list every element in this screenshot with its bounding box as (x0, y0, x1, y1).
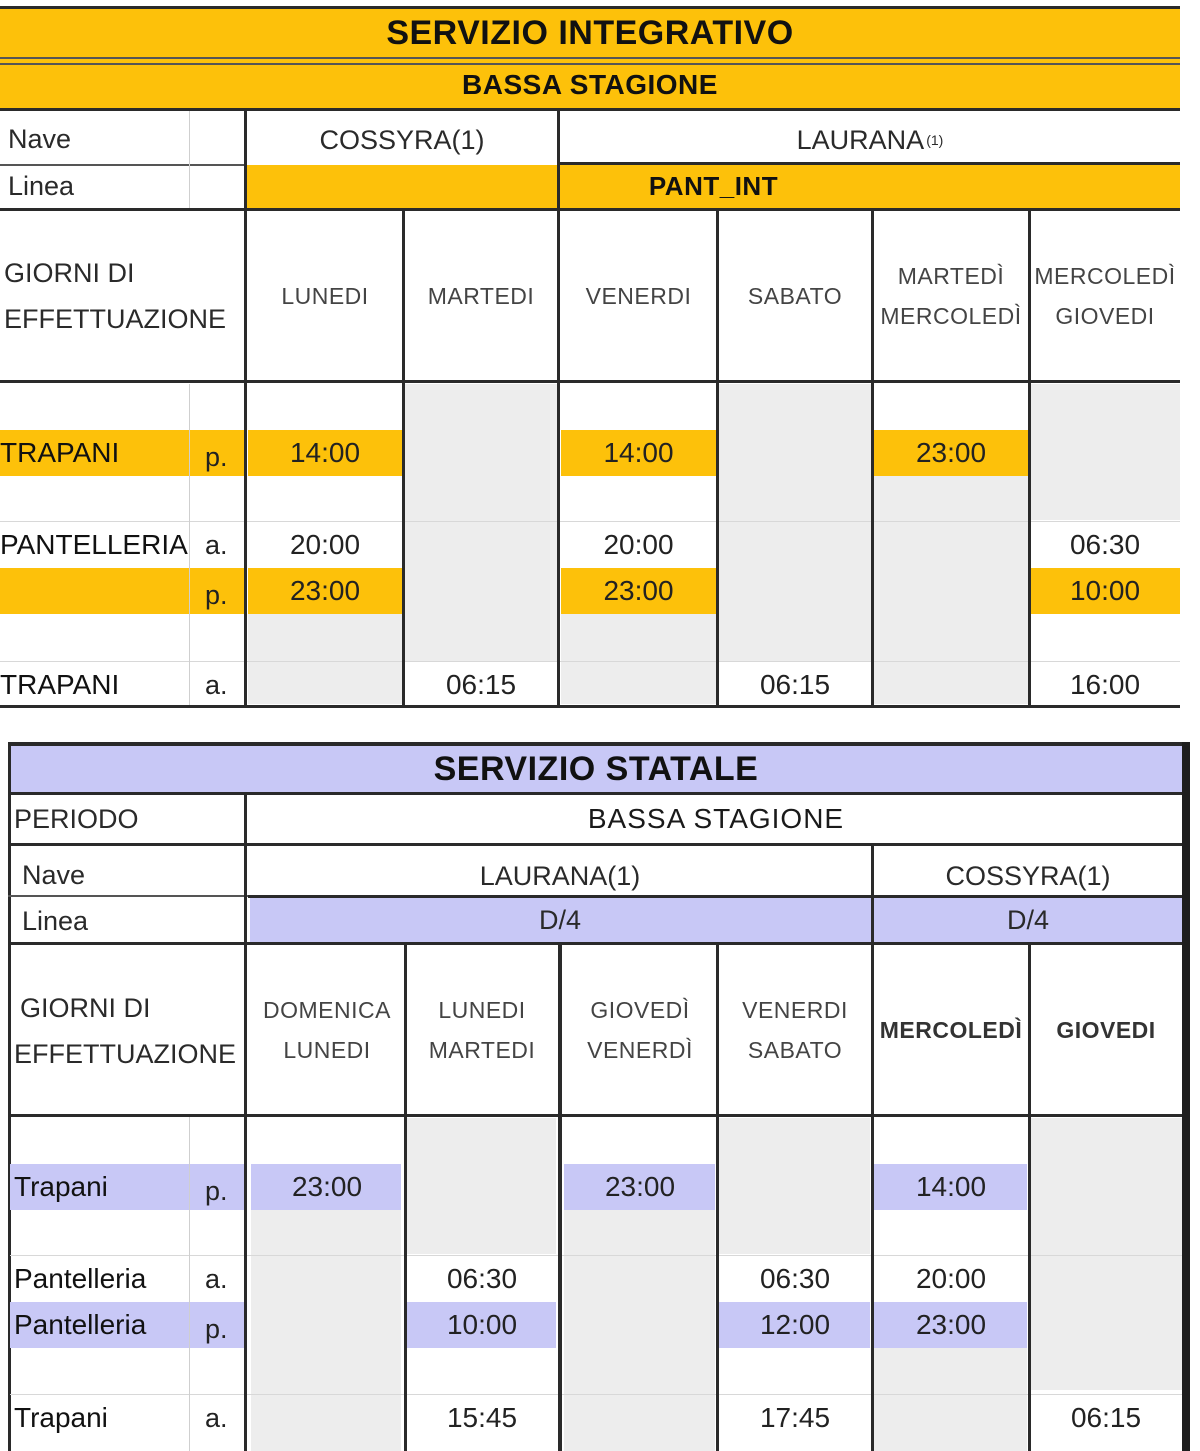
integrativo-time-cell: 23:00 (289, 575, 361, 606)
statale-time-cell (564, 1395, 716, 1441)
integrativo-time-cell (718, 568, 872, 614)
rule (0, 380, 1180, 383)
statale-time-cell: 23:00 (915, 1309, 987, 1340)
integrativo-season: BASSA STAGIONE (462, 69, 718, 100)
integrativo-time-cell (560, 662, 717, 708)
integrativo-row-4-pa: a. (205, 669, 228, 700)
integrativo-day-mercoledi-giovedi: MERCOLEDÌ GIOVEDI (1034, 263, 1176, 329)
statale-time-cell: 06:30 (446, 1263, 518, 1294)
integrativo-nave-label: Nave (8, 123, 72, 154)
integrativo-time-cell (404, 568, 558, 614)
statale-day-lunedi-martedi: LUNEDI MARTEDI (428, 997, 536, 1063)
statale-linea-cossyra: D/4 (1006, 904, 1050, 935)
statale-periodo-label: PERIODO (14, 803, 139, 834)
statale-linea-label: Linea (22, 905, 89, 936)
integrativo-time-cell (718, 522, 872, 568)
integrativo-day-lunedi: LUNEDI (281, 283, 369, 309)
integrativo-time-cell (404, 430, 558, 476)
rule (558, 945, 562, 1451)
statale-row-4-stop: Trapani (14, 1402, 108, 1433)
statale-time-cell: 14:00 (915, 1171, 987, 1202)
rule (404, 945, 407, 1451)
integrativo-ship-cossyra: COSSYRA(1) (319, 124, 485, 155)
statale-day-domenica-lunedi: DOMENICA LUNEDI (263, 997, 391, 1063)
integrativo-giorni-label: GIORNI DI EFFETTUAZIONE (4, 258, 226, 334)
statale-row-1-pa: p. (205, 1175, 228, 1206)
statale-time-cell (1030, 1256, 1182, 1302)
rule (8, 792, 1190, 795)
integrativo-time-cell: 06:15 (759, 669, 831, 700)
rule (8, 1114, 1182, 1117)
rule (0, 108, 1180, 111)
integrativo-row-4-stop: TRAPANI (0, 669, 120, 700)
statale-time-cell: 06:15 (1070, 1402, 1142, 1433)
statale-time-cell (1030, 1164, 1182, 1210)
rule (8, 895, 248, 897)
statale-time-cell (250, 1302, 404, 1348)
rule (1028, 211, 1031, 707)
statale-time-cell (250, 1256, 404, 1302)
rule (871, 845, 874, 1451)
statale-time-cell: 23:00 (604, 1171, 676, 1202)
integrativo-row-1-stop: TRAPANI (0, 437, 120, 468)
integrativo-time-cell (873, 522, 1029, 568)
rule (244, 795, 247, 1451)
statale-row-3-stop: Pantelleria (14, 1309, 147, 1340)
integrativo-time-cell (247, 662, 403, 708)
integrativo-row-3-pa: p. (205, 579, 228, 610)
integrativo-row-2-pa: a. (205, 529, 228, 560)
integrativo-time-cell (873, 568, 1029, 614)
statale-row-2-pa: a. (205, 1263, 228, 1294)
integrativo-time-cell: 06:30 (1069, 529, 1141, 560)
rule (10, 1255, 1182, 1256)
integrativo-row-3-stop (0, 568, 200, 614)
rule (871, 211, 874, 707)
statale-time-cell: 10:00 (446, 1309, 518, 1340)
integrativo-time-cell (718, 430, 872, 476)
integrativo-linea-label: Linea (8, 171, 75, 201)
statale-giorni-label: GIORNI DI EFFETTUAZIONE (14, 993, 236, 1069)
statale-linea-laurana: D/4 (538, 904, 582, 935)
statale-row-2-stop: Pantelleria (14, 1263, 147, 1294)
statale-time-cell (1030, 1302, 1182, 1348)
rule (1028, 945, 1031, 1451)
rule (716, 211, 719, 707)
empty-cell (1031, 1118, 1182, 1390)
statale-time-cell: 12:00 (759, 1309, 831, 1340)
rule (189, 384, 190, 705)
statale-day-giovedi: GIOVEDI (1056, 1017, 1156, 1043)
integrativo-time-cell (404, 522, 558, 568)
statale-time-cell (406, 1164, 558, 1210)
statale-ship-laurana: LAURANA(1) (479, 860, 641, 891)
statale-day-venerdi-sabato: VENERDI SABATO (742, 997, 848, 1063)
rule (189, 1117, 190, 1451)
statale-time-cell (719, 1164, 871, 1210)
integrativo-time-cell (873, 662, 1029, 708)
rule (716, 945, 719, 1451)
integrativo-time-cell (1030, 430, 1180, 476)
statale-row-4-pa: a. (205, 1402, 228, 1433)
statale-season: BASSA STAGIONE (587, 803, 845, 834)
integrativo-day-martedi: MARTEDI (427, 283, 535, 309)
integrativo-day-sabato: SABATO (747, 283, 843, 309)
integrativo-time-cell: 20:00 (603, 529, 674, 560)
integrativo-ship-laurana: LAURANA (1) (796, 124, 944, 155)
rule (244, 111, 247, 707)
statale-time-cell (564, 1256, 716, 1302)
integrativo-day-venerdi: VENERDI (585, 283, 692, 309)
integrativo-time-cell: 06:15 (445, 669, 517, 700)
rule (402, 211, 405, 707)
integrativo-time-cell: 10:00 (1069, 575, 1141, 606)
integrativo-title: SERVIZIO INTEGRATIVO (386, 13, 794, 52)
integrativo-row-1-pa: p. (205, 441, 228, 472)
rule (0, 164, 247, 166)
statale-day-mercoledi: MERCOLEDÌ (879, 1017, 1023, 1043)
statale-time-cell: 20:00 (915, 1263, 987, 1294)
rule (0, 521, 1180, 522)
statale-time-cell: 17:45 (759, 1402, 831, 1433)
integrativo-time-cell: 20:00 (289, 529, 361, 560)
rule (189, 111, 190, 208)
rule (0, 6, 1180, 9)
statale-time-cell (874, 1395, 1028, 1441)
integrativo-time-cell: 14:00 (289, 437, 361, 468)
statale-time-cell (250, 1395, 404, 1441)
integrativo-time-cell: 23:00 (915, 437, 987, 468)
statale-nave-label: Nave (22, 859, 86, 890)
integrativo-row-2-stop: PANTELLERIA (0, 529, 188, 560)
rule (10, 1394, 1182, 1395)
statale-row-1-stop: Trapani (14, 1171, 108, 1202)
statale-time-cell (564, 1302, 716, 1348)
rule (557, 111, 560, 707)
rule (0, 57, 1180, 59)
statale-row-3-pa: p. (205, 1313, 228, 1344)
statale-time-cell: 15:45 (446, 1402, 518, 1433)
integrativo-time-cell: 16:00 (1069, 669, 1141, 700)
rule (0, 661, 1180, 662)
integrativo-time-cell: 23:00 (603, 575, 674, 606)
rule (1182, 742, 1190, 1451)
statale-title: SERVIZIO STATALE (433, 749, 759, 788)
integrativo-time-cell: 14:00 (603, 437, 674, 468)
integrativo-day-martedi-mercoledi: MARTEDÌ MERCOLEDÌ (880, 263, 1022, 329)
rule (8, 843, 1182, 846)
statale-time-cell: 23:00 (291, 1171, 363, 1202)
statale-time-cell: 06:30 (759, 1263, 831, 1294)
statale-ship-cossyra: COSSYRA(1) (945, 860, 1111, 891)
rule (0, 705, 1180, 708)
statale-day-giovedi-venerdi: GIOVEDÌ VENERDÌ (587, 997, 693, 1063)
integrativo-linea-value: PANT_INT (648, 171, 779, 201)
